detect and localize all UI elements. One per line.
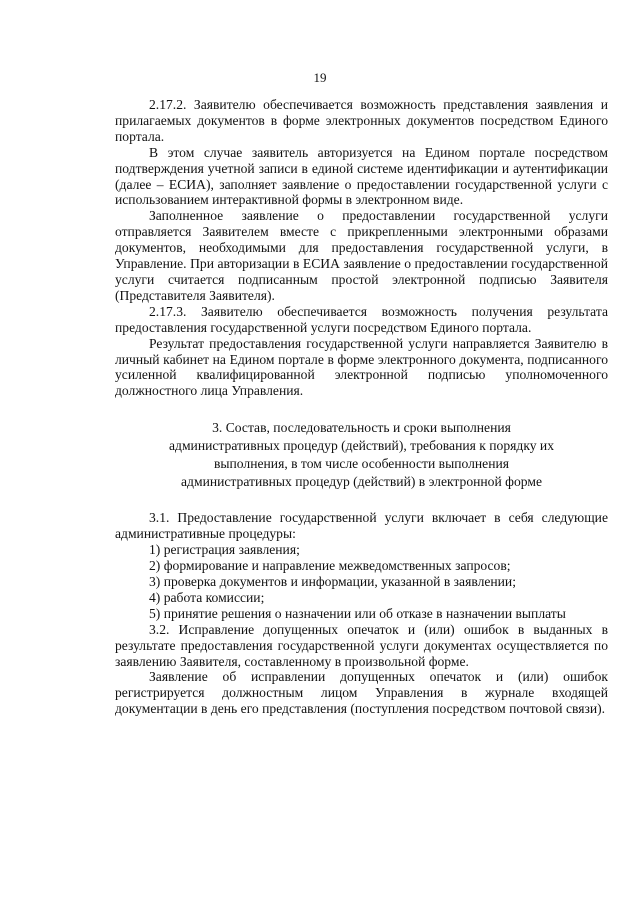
paragraph-2-17-3: 2.17.3. Заявителю обеспечивается возможность получения результата предоставления государственной услуги посредством Единого портала. bbox=[115, 303, 608, 335]
heading-line: административных процедур (действий) в электронной форме bbox=[181, 473, 542, 489]
heading-line: выполнения, в том числе особенности выполнения bbox=[213, 455, 510, 471]
page-number: 19 bbox=[313, 70, 327, 85]
list-item-2: 2) формирование и направление межведомственных запросов; bbox=[149, 558, 511, 574]
list-item-5: 5) принятие решения о назначении или об отказе в назначении выплаты bbox=[149, 605, 566, 621]
paragraph-3-2: 3.2. Исправление допущенных опечаток и (или) ошибок в выданных в результате предоставления государственной услуги документах осуществляется по заявлению Заявителя, составленному в произвольной форме. bbox=[115, 621, 608, 669]
heading-line: административных процедур (действий), требования к порядку их bbox=[169, 438, 554, 454]
paragraph-esia-authorization: В этом случае заявитель авторизуется на Едином портале посредством подтверждения учетной записи в единой системе идентификации и аутентификации (далее – ЕСИА), заполняет заявление о предоставлении государственной услуги с использованием интерактивной формы в электронном виде. bbox=[115, 144, 608, 208]
list-item-3: 3) проверка документов и информации, указанной в заявлении; bbox=[149, 574, 516, 590]
paragraph-result-delivery: Результат предоставления государственной услуги направляется Заявителю в личный кабинет на Едином портале в форме электронного документа, подписанного усиленной квалифицированной электронной подписью уполномоченного должностного лица Управления. bbox=[115, 335, 608, 399]
list-item-4: 4) работа комиссии; bbox=[149, 589, 265, 605]
list-item-1: 1) регистрация заявления; bbox=[149, 542, 300, 558]
heading-line: 3. Состав, последовательность и сроки выполнения bbox=[212, 420, 511, 436]
document-body bbox=[115, 97, 608, 717]
paragraph-filled-application: Заполненное заявление о предоставлении государственной услуги отправляется Заявителем вместе с прикрепленными электронными образами документов, необходимыми для предоставления государственной услуги, в Управление. При авторизации в ЕСИА заявление о предоставлении государственной услуги считается подписанным простой электронной подписью Заявителя (Представителя Заявителя). bbox=[115, 208, 608, 303]
section-3-heading bbox=[115, 419, 608, 490]
paragraph-correction-registration: Заявление об исправлении допущенных опечаток и (или) ошибок регистрируется должностным лицом Управления в журнале входящей документации в день его представления (поступления посредством почтовой связи). bbox=[115, 669, 608, 717]
paragraph-2-17-2: 2.17.2. Заявителю обеспечивается возможность представления заявления и прилагаемых документов в форме электронных документов посредством Единого портала. bbox=[115, 97, 608, 144]
paragraph-3-1: 3.1. Предоставление государственной услуги включает в себя следующие административные процедуры: bbox=[115, 510, 608, 542]
